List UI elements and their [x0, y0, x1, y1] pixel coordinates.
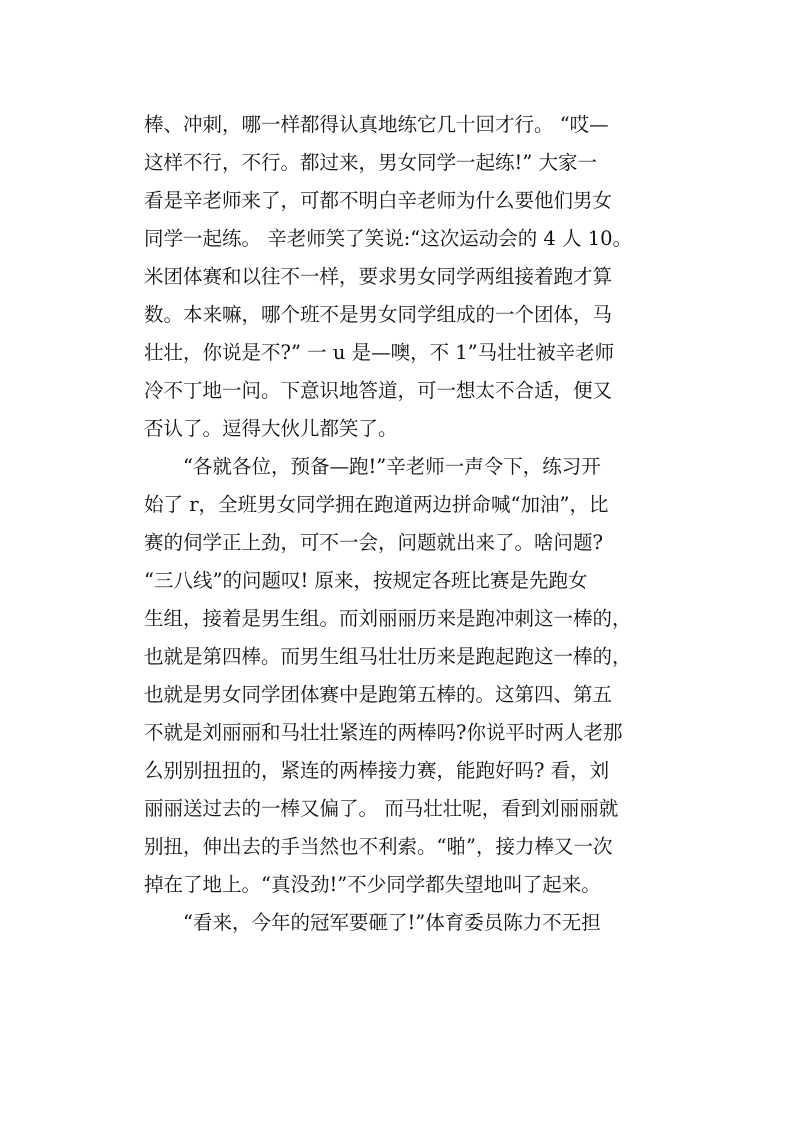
- text-line: 别扭，伸出去的手当然也不利索。“啪”，接力棒又一次: [144, 835, 613, 858]
- text-line: 么别别扭扭的，紧连的两棒接力赛，能跑好吗? 看，刘: [144, 759, 610, 782]
- text-line: 数。本来嘛，哪个班不是男女同学组成的一个团体，马: [144, 303, 613, 326]
- text-line: 丽丽送过去的一棒又偏了。 而马壮壮呢，看到刘丽丽就: [144, 797, 619, 820]
- text-line: 这样不行，不行。都过来，男女同学一起练!” 大家一: [144, 151, 598, 174]
- text-line: 否认了。逗得大伙儿都笑了。: [144, 417, 398, 440]
- text-line: 赛的伺学正上劲，可不一会，问题就出来了。啥问题?: [144, 531, 603, 554]
- text-line: 生组，接着是男生组。而刘丽丽历来是跑冲刺这一棒的，: [144, 607, 632, 630]
- text-line: 始了 r，全班男女同学拥在跑道两边拼命喊“加油”，比: [144, 493, 609, 516]
- paragraph-start-line: “各就各位，预备—跑!”辛老师一声令下，练习开: [183, 455, 601, 478]
- text-line: 不就是刘丽丽和马壮壮紧连的两棒吗?你说平时两人老那: [144, 721, 623, 744]
- text-line: 看是辛老师来了，可都不明白辛老师为什么要他们男女: [144, 189, 613, 212]
- text-line: 棒、冲刺，哪一样都得认真地练它几十回才行。 “哎—: [144, 113, 609, 136]
- text-line: 也就是男女同学团体赛中是跑第五棒的。这第四、第五: [144, 683, 613, 706]
- text-line: “三八线”的问题叹! 原来，按规定各班比赛是先跑女: [144, 569, 588, 592]
- paragraph-start-line: “看来，今年的冠军要砸了!”体育委员陈力不无担: [183, 911, 601, 934]
- text-line: 冷不丁地一问。下意识地答道，可一想太不合适，便又: [144, 379, 613, 402]
- text-line: 掉在了地上。“真没劲!”不少同学都失望地叫了起来。: [144, 873, 601, 896]
- body-text: [144, 106, 684, 942]
- text-line: 米团体赛和以往不一样，要求男女同学两组接着跑才算: [144, 265, 613, 288]
- text-line: 壮壮，你说是不?” 一 u 是—噢，不 1”马壮壮被辛老师: [144, 341, 615, 364]
- text-line: 同学一起练。 辛老师笑了笑说:“这次运动会的 4 人 10。: [144, 227, 633, 250]
- text-line: 也就是第四棒。而男生组马壮壮历来是跑起跑这一棒的，: [144, 645, 632, 668]
